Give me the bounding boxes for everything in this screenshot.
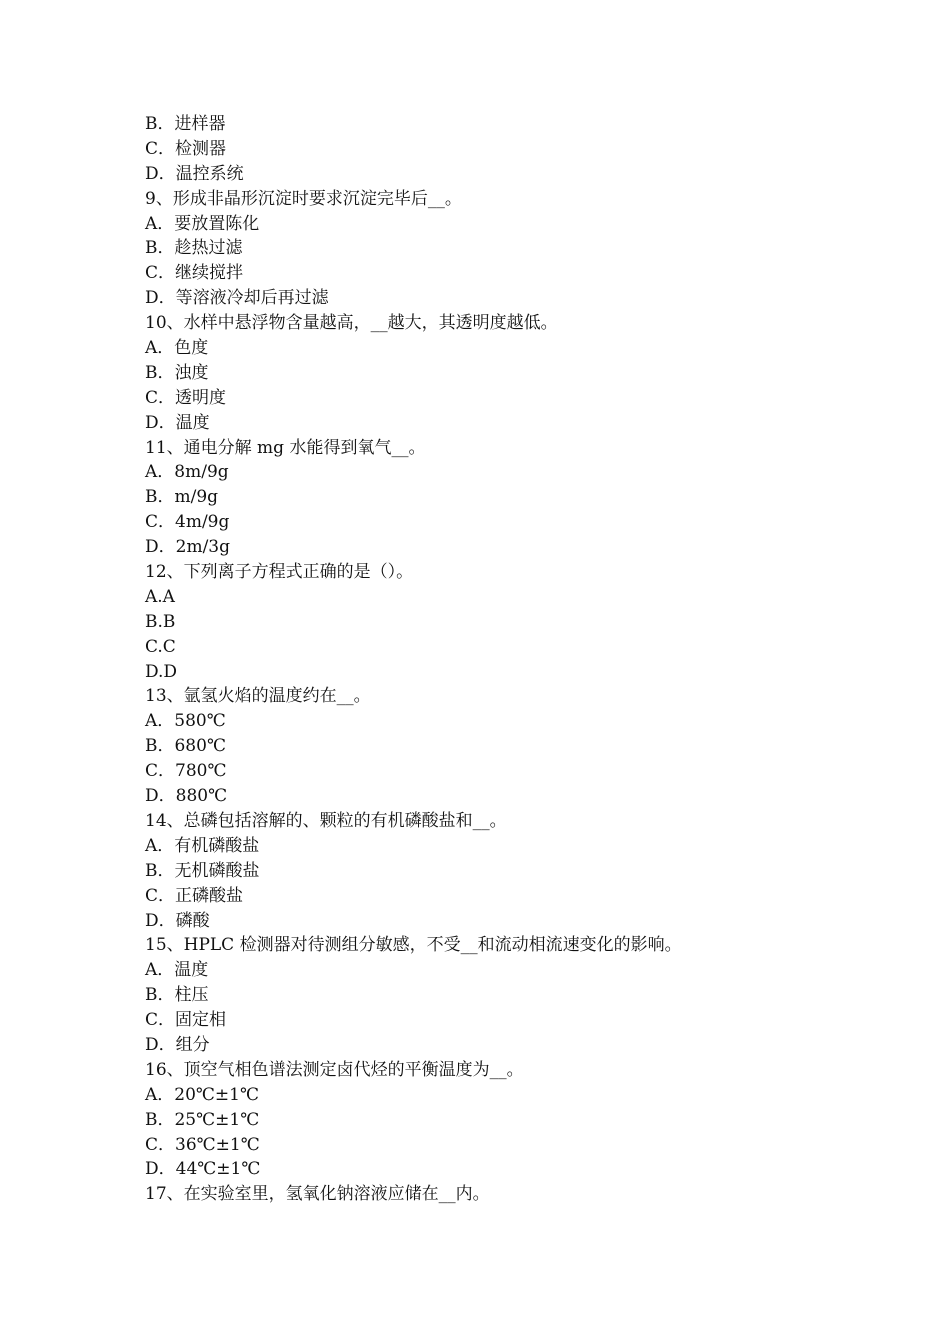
option-line: C．固定相 [145,1010,227,1031]
option-line: D．880℃ [145,786,228,807]
question-line: 17、在实验室里，氢氧化钠溶液应储在__内。 [145,1184,490,1205]
question-line: 12、下列离子方程式正确的是（）。 [145,562,414,583]
option-line: A．温度 [145,960,209,981]
option-line: A．20℃±1℃ [145,1084,260,1105]
option-line: A．有机磷酸盐 [145,835,260,856]
option-line: D．等溶液冷却后再过滤 [145,288,329,309]
question-line: 16、顶空气相色谱法测定卤代烃的平衡温度为__。 [145,1059,524,1080]
option-line: D.D [145,661,178,682]
option-line: D．磷酸 [145,910,210,931]
question-line: 11、通电分解 mg 水能得到氧气__。 [145,437,426,458]
option-line: B．柱压 [145,985,209,1006]
option-line: D．2m/3g [145,537,230,558]
option-line: B．趁热过滤 [145,238,243,259]
option-line: B.B [145,611,176,632]
option-line: A.A [145,586,175,607]
question-line: 9、形成非晶形沉淀时要求沉淀完毕后__。 [145,188,462,209]
question-line: 10、水样中悬浮物含量越高，__越大，其透明度越低。 [145,313,558,334]
option-line: C．继续搅拌 [145,263,244,284]
option-line: C．检测器 [145,138,227,159]
question-line: 13、氩氢火焰的温度约在__。 [145,686,371,707]
option-line: C．36℃±1℃ [145,1134,260,1155]
option-line: C．780℃ [145,761,227,782]
option-line: A．色度 [145,338,209,359]
option-line: B．25℃±1℃ [145,1109,260,1130]
option-line: A．8m/9g [145,462,229,483]
option-line: B．680℃ [145,736,226,757]
option-line: A．要放置陈化 [145,213,260,234]
option-line: B．无机磷酸盐 [145,860,260,881]
question-line: 15、HPLC 检测器对待测组分敏感，不受__和流动相流速变化的影响。 [145,935,682,956]
option-line: D．温度 [145,412,210,433]
question-list [145,112,845,1207]
option-line: B．进样器 [145,114,226,134]
option-line: B．m/9g [145,487,219,508]
option-line: A．580℃ [145,711,226,732]
option-line: D．温控系统 [145,163,244,184]
option-line: D．44℃±1℃ [145,1159,261,1180]
option-line: C．正磷酸盐 [145,885,244,906]
option-line: C.C [145,636,176,657]
option-line: B．浊度 [145,362,209,383]
question-line: 14、总磷包括溶解的、颗粒的有机磷酸盐和__。 [145,810,507,831]
option-line: D．组分 [145,1034,210,1055]
option-line: C．透明度 [145,387,227,408]
option-line: C．4m/9g [145,512,230,533]
